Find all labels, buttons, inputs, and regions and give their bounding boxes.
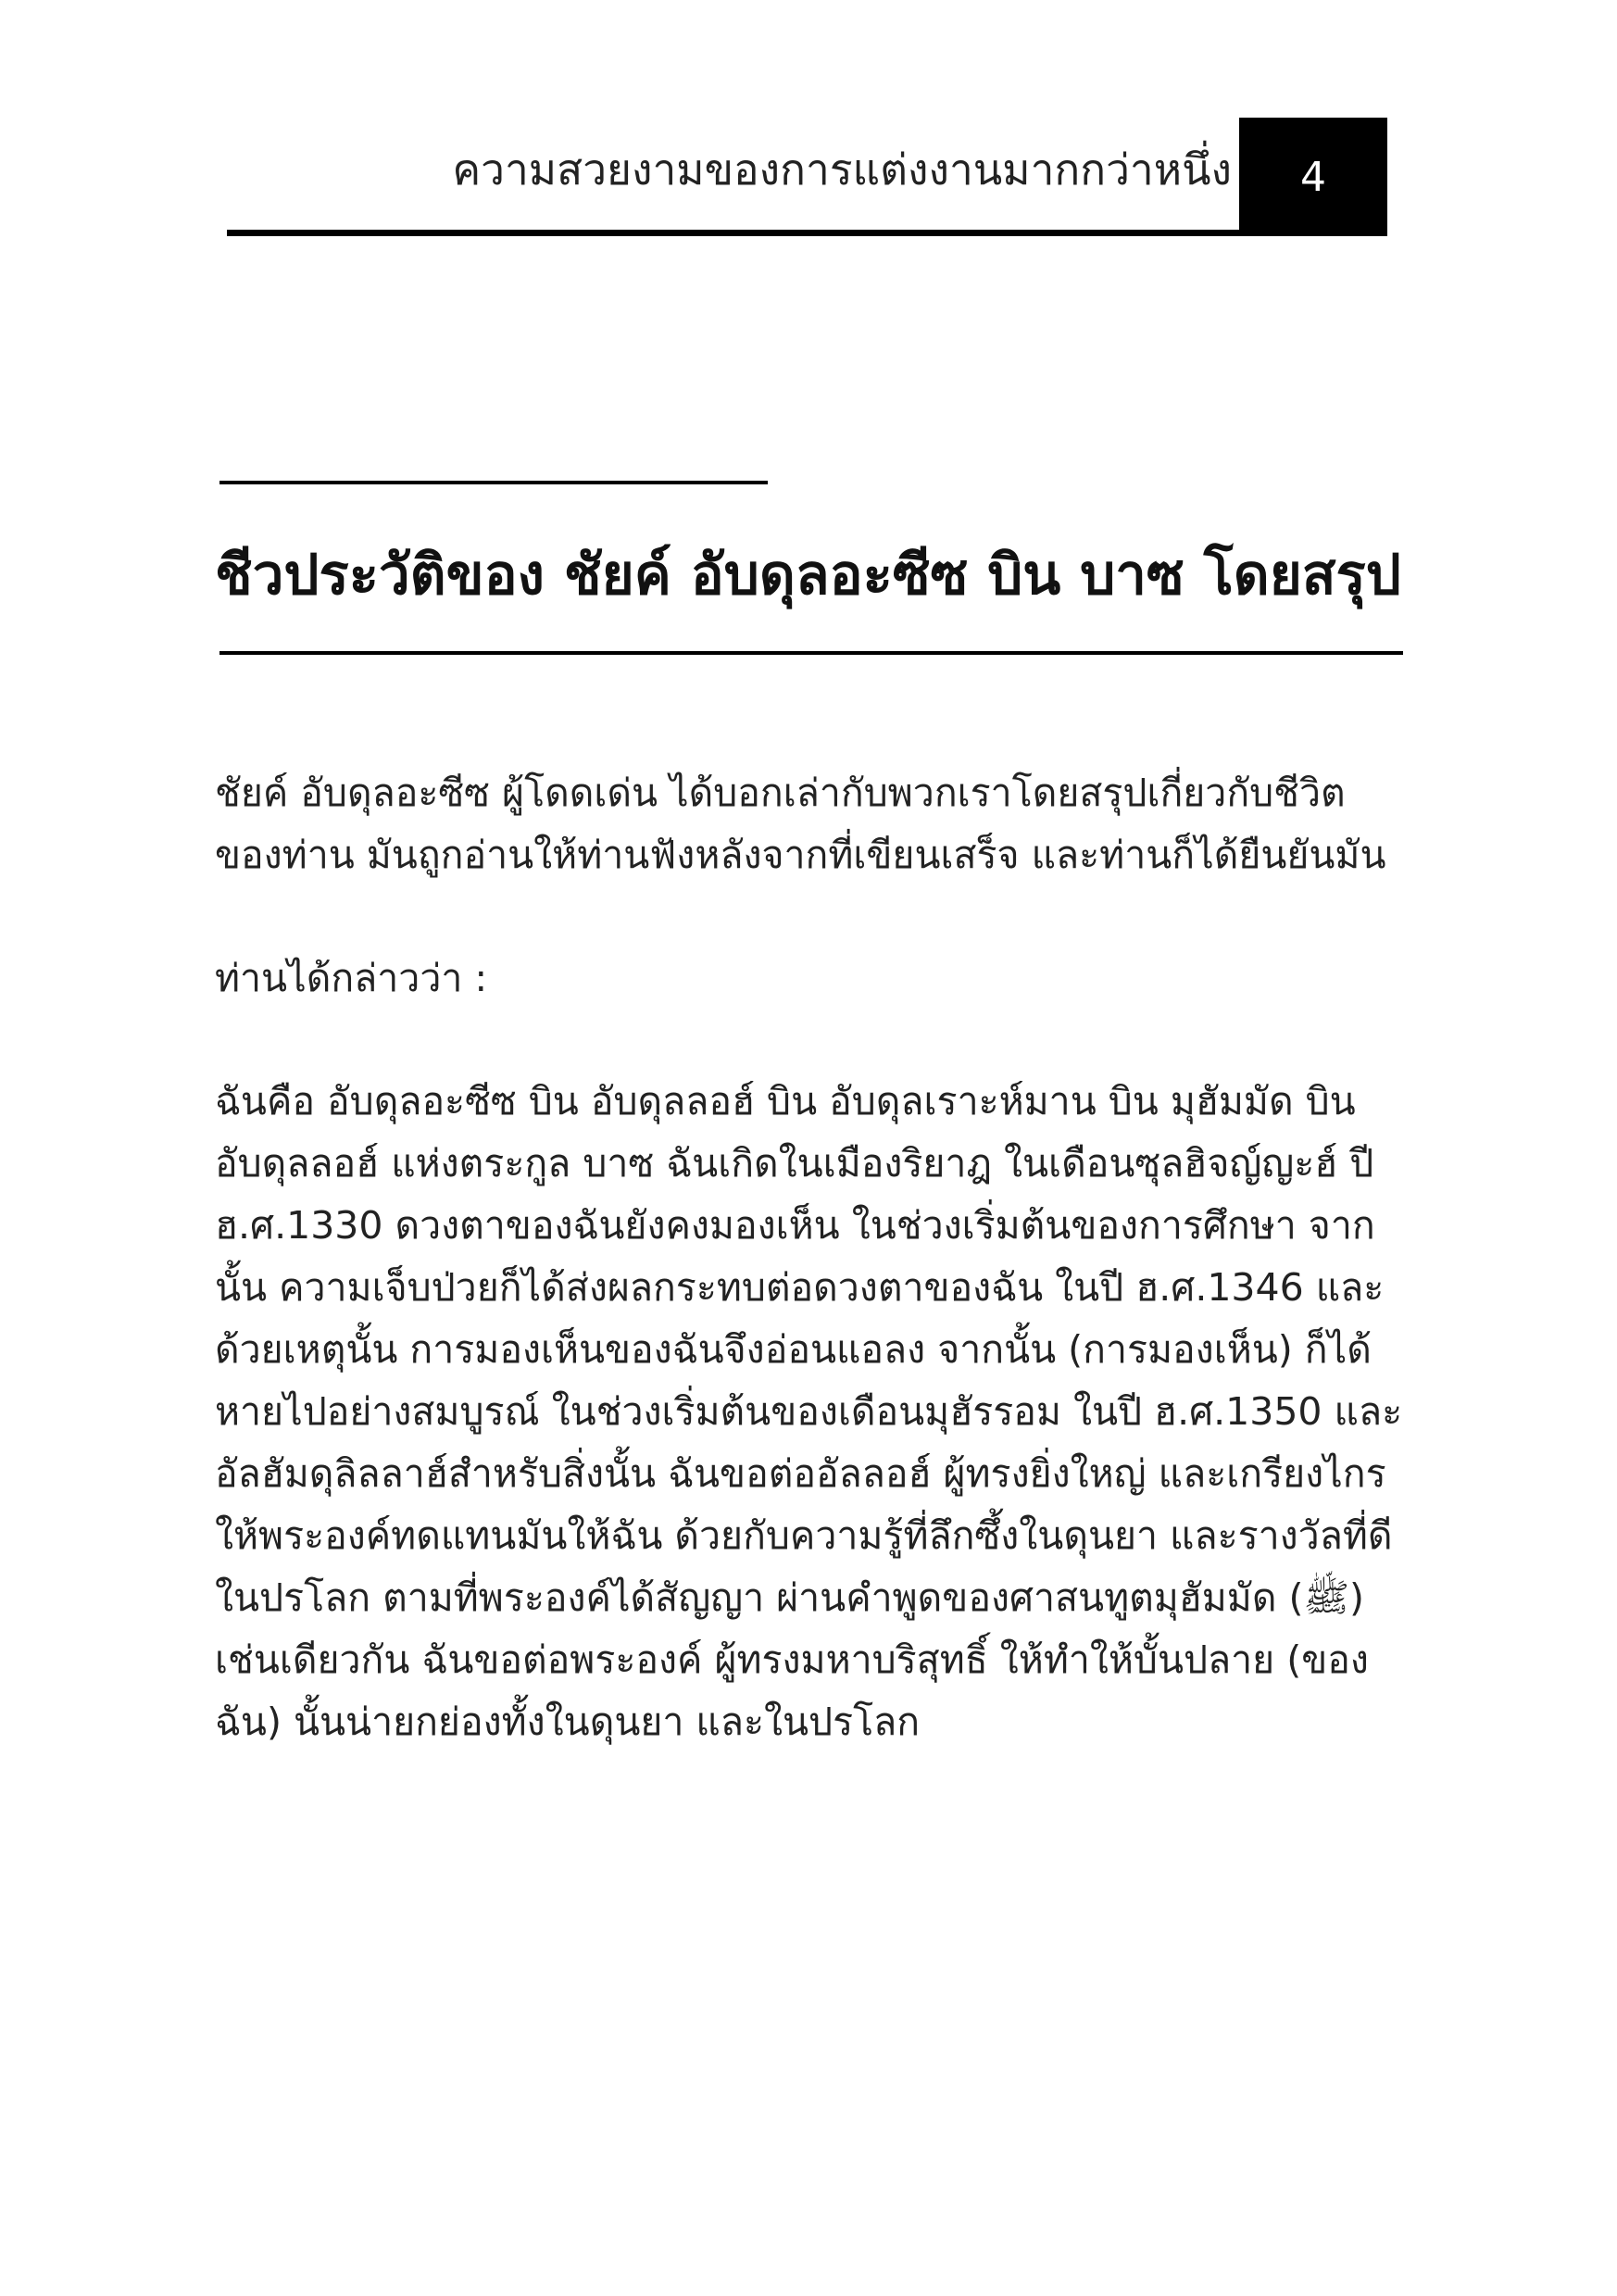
chapter-rule-top — [219, 481, 768, 484]
paragraph-biography: ฉันคือ อับดุลอะซีซ บิน อับดุลลอฮ์ บิน อับดุลเราะห์มาน บิน มุฮัมมัด บิน อับดุลลอฮ์ แห่งตระกูล บาซ ฉันเกิดในเมืองริยาฎ ในเดือนซุลฮิจญ์ญะฮ์ ปี ฮ.ศ.1330 ดวงตาของฉันยังคงมองเห็น ในช่วงเริ่มต้นของการศึกษา จากนั้น ความเจ็บป่วยก็ได้ส่งผลกระทบต่อดวงตาของฉัน ในปี ฮ.ศ.1346 และด้วยเหตุนั้น การมองเห็นของฉันจึงอ่อนแอลง จากนั้น (การมองเห็น) ก็ได้หายไปอย่างสมบูรณ์ ในช่วงเริ่มต้นของเดือนมุฮัรรอม ในปี ฮ.ศ.1350 และอัลฮัมดุลิลลาฮ์สำหรับสิ่งนั้น ฉันขอต่ออัลลอฮ์ ผู้ทรงยิ่งใหญ่ และเกรียงไกร ให้พระองค์ทดแทนมันให้ฉัน ด้วยกับความรู้ที่ลึกซึ้งในดุนยา และรางวัลที่ดีในปรโลก ตามที่พระองค์ได้สัญญา ผ่านคำพูดของศาสนทูตมุฮัมมัด (ﷺ) เช่นเดียวกัน ฉันขอต่อพระองค์ ผู้ทรงมหาบริสุทธิ์ ให้ทำให้บั้นปลาย (ของฉัน) นั้นน่ายกย่องทั้งในดุนยา และในปรโลก — [215, 1079, 1403, 1744]
chapter-title: ชีวประวัติของ ชัยค์ อับดุลอะซีซ บิน บาซ โดยสรุป — [215, 543, 1401, 608]
paragraph-he-said: ท่านได้กล่าวว่า : — [215, 956, 488, 1000]
page-number: 4 — [1300, 153, 1326, 201]
chapter-rule-bottom — [219, 651, 1403, 655]
paragraph-intro: ชัยค์ อับดุลอะซีซ ผู้โดดเด่น ได้บอกเล่ากับพวกเราโดยสรุปเกี่ยวกับชีวิตของท่าน มันถูกอ่านให้ท่านฟังหลังจากที่เขียนเสร็จ และท่านก็ได้ยืนยันมัน — [215, 771, 1386, 877]
body-text — [215, 762, 1405, 1814]
header-rule — [227, 230, 1387, 236]
page-number-box — [1239, 118, 1387, 236]
running-header-title: ความสวยงามของการแต่งงานมากกว่าหนึ่ง — [452, 144, 1232, 194]
